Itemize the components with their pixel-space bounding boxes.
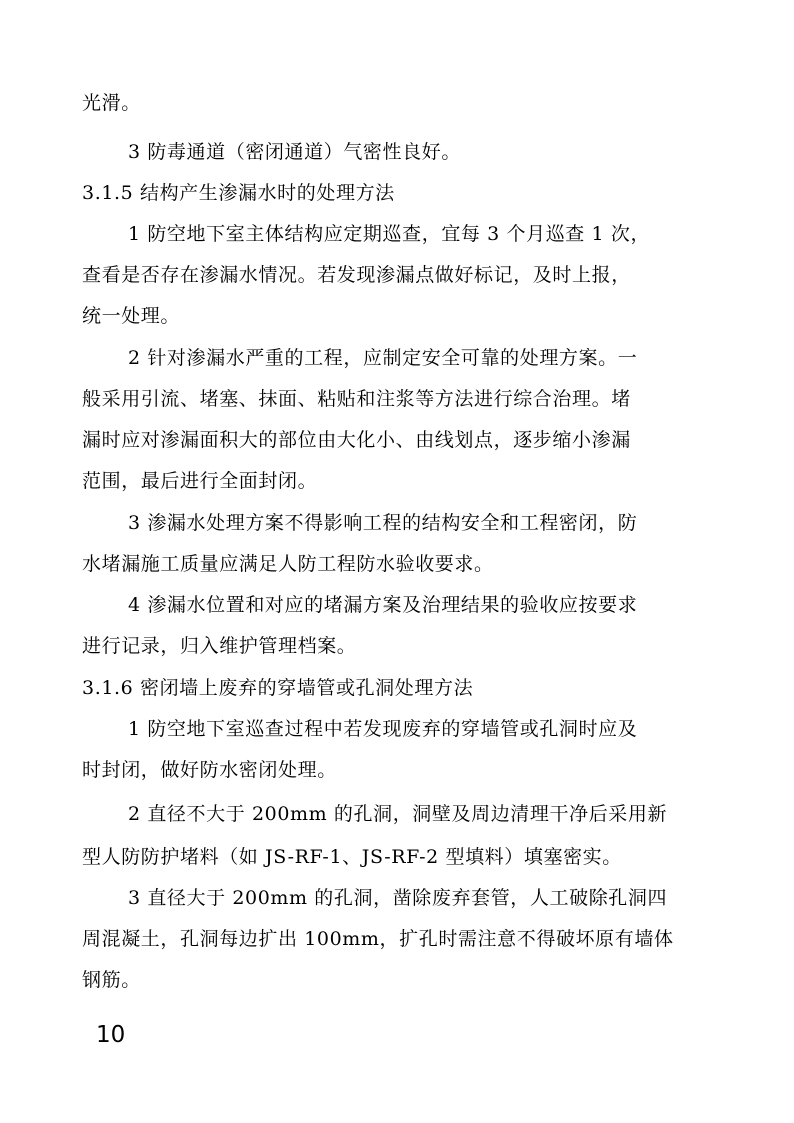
text-line: 2 直径不大于 200mm 的孔洞，洞壁及周边清理干净后采用新 — [128, 803, 668, 825]
text-line: 光滑。 — [82, 92, 141, 114]
text-line: 1 防空地下室主体结构应定期巡查，宜每 3 个月巡查 1 次， — [128, 223, 651, 245]
text-line: 4 渗漏水位置和对应的堵漏方案及治理结果的验收应按要求 — [128, 594, 638, 616]
text-line: 般采用引流、堵塞、抹面、粘贴和注浆等方法进行综合治理。堵 — [82, 388, 631, 410]
text-line: 3 直径大于 200mm 的孔洞，凿除废弃套管，人工破除孔洞四 — [128, 887, 668, 909]
text-line: 范围，最后进行全面封闭。 — [82, 470, 318, 492]
text-line: 漏时应对渗漏面积大的部位由大化小、由线划点，逐步缩小渗漏 — [82, 429, 631, 451]
section-heading: 3.1.5 结构产生渗漏水时的处理方法 — [82, 182, 395, 204]
text-line: 时封闭，做好防水密闭处理。 — [82, 759, 337, 781]
text-line: 周混凝土，孔洞每边扩出 100mm，扩孔时需注意不得破坏原有墙体 — [82, 928, 674, 950]
text-line: 查看是否存在渗漏水情况。若发现渗漏点做好标记，及时上报， — [82, 264, 631, 286]
text-line: 3 防毒通道（密闭通道）气密性良好。 — [128, 141, 461, 163]
text-line: 钢筋。 — [82, 969, 141, 991]
text-line: 进行记录，归入维护管理档案。 — [82, 635, 357, 657]
text-line: 1 防空地下室巡查过程中若发现废弃的穿墙管或孔洞时应及 — [128, 718, 638, 740]
text-line: 型人防防护堵料（如 JS-RF-1、JS-RF-2 型填料）填塞密实。 — [82, 846, 622, 868]
page-number: 10 — [96, 1022, 126, 1048]
section-heading: 3.1.6 密闭墙上废弃的穿墙管或孔洞处理方法 — [82, 677, 474, 699]
text-line: 2 针对渗漏水严重的工程，应制定安全可靠的处理方案。一 — [128, 347, 638, 369]
text-line: 3 渗漏水处理方案不得影响工程的结构安全和工程密闭，防 — [128, 512, 638, 534]
text-line: 统一处理。 — [82, 305, 181, 327]
text-line: 水堵漏施工质量应满足人防工程防水验收要求。 — [82, 553, 494, 575]
